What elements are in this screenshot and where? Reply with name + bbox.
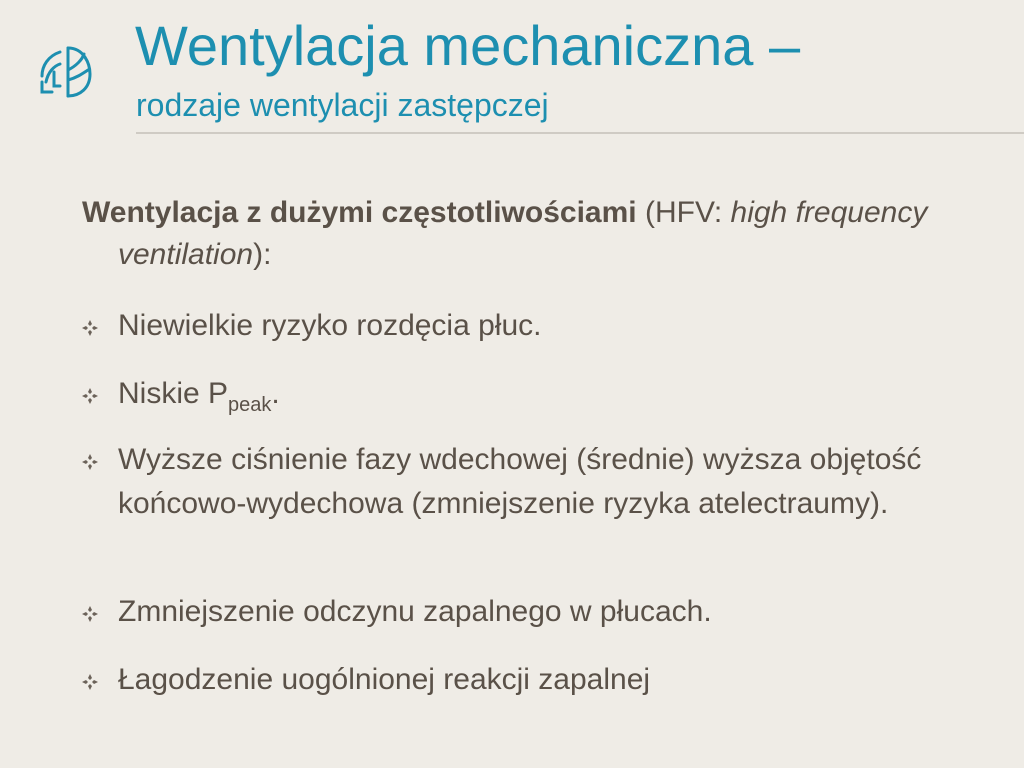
diamond-bullet-icon bbox=[82, 658, 100, 702]
list-item bbox=[82, 590, 962, 634]
diamond-bullet-icon bbox=[82, 372, 100, 416]
diamond-bullet-icon bbox=[82, 438, 100, 482]
bullet-text: Niewielkie ryzyko rozdęcia płuc. bbox=[118, 309, 542, 342]
lung-emblem-icon bbox=[38, 42, 94, 102]
list-item bbox=[82, 372, 962, 416]
diamond-bullet-icon bbox=[82, 590, 100, 634]
slide-subtitle: rodzaje wentylacji zastępczej bbox=[136, 87, 549, 123]
bullet-text: Wyższe ciśnienie fazy wdechowej (średnie) wyższa objętość końcowo-wydechowa (zmniejszenie ryzyka atelectraumy). bbox=[118, 443, 922, 520]
list-item bbox=[82, 658, 962, 702]
bullet-text: Zmniejszenie odczynu zapalnego w płucach. bbox=[118, 595, 712, 628]
subscript-peak: peak bbox=[228, 394, 272, 416]
bullet-text: Łagodzenie uogólnionej reakcji zapalnej bbox=[118, 663, 651, 696]
bullet-text-after: . bbox=[271, 377, 280, 410]
list-item bbox=[82, 304, 962, 348]
title-divider bbox=[136, 132, 1024, 134]
intro-paren-close: ): bbox=[253, 238, 272, 271]
intro-paren-open: (HFV: bbox=[636, 196, 731, 229]
diamond-bullet-icon bbox=[82, 304, 100, 348]
bullet-text-main: Niskie P bbox=[118, 377, 229, 410]
list-item bbox=[82, 438, 962, 526]
intro-paragraph bbox=[82, 192, 998, 276]
intro-italic-text: high frequency ventilation bbox=[118, 196, 928, 271]
intro-bold-text: Wentylacja z dużymi częstotliwościami bbox=[82, 196, 637, 229]
bullet-text bbox=[118, 372, 962, 416]
slide-title: Wentylacja mechaniczna – bbox=[135, 14, 801, 77]
